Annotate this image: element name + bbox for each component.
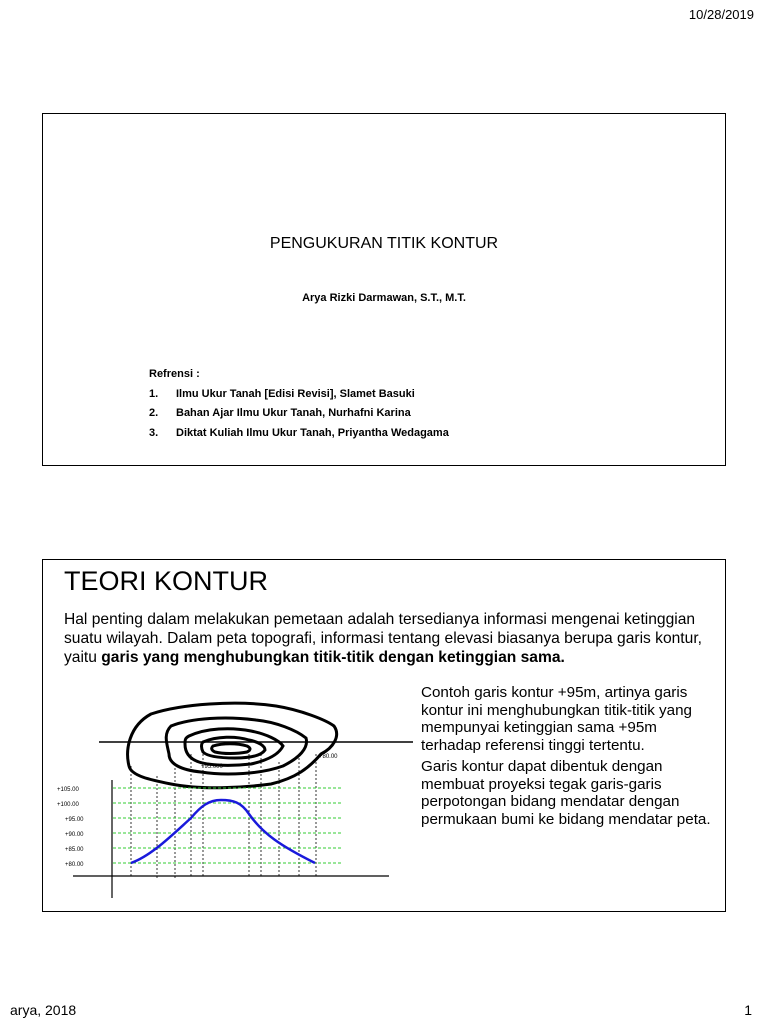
slide-teori-kontur	[42, 559, 726, 912]
level-label: +85.00	[65, 847, 84, 853]
explanation-paragraph-1: Contoh garis kontur +95m, artinya garis kontur ini menghubungkan titik-titik yang mempunyai ketinggian sama +95m terhadap referensi tinggi tertentu.	[421, 684, 692, 754]
plane-label: +80.00	[319, 754, 338, 760]
level-label: +100.00	[57, 802, 79, 808]
level-label: +105.00	[57, 787, 79, 793]
references-label: Refrensi :	[149, 368, 200, 380]
reference-number: 2.	[149, 407, 159, 419]
level-label: +80.00	[65, 862, 84, 868]
slide1-author: Arya Rizki Darmawan, S.T., M.T.	[302, 292, 466, 304]
intro-bold-text: garis yang menghubungkan titik-titik dengan ketinggian sama.	[101, 649, 565, 666]
level-label: +95.00	[65, 817, 84, 823]
references	[149, 365, 449, 443]
contour-diagram	[51, 696, 416, 904]
contour-line-inner	[212, 744, 250, 754]
reference-number: 3.	[149, 426, 159, 439]
terrain-profile-curve	[131, 800, 315, 863]
reference-item	[149, 404, 449, 424]
contour-lines	[128, 703, 337, 788]
reference-number: 1.	[149, 387, 159, 400]
level-label: +90.00	[65, 832, 84, 838]
reference-text: Ilmu Ukur Tanah [Edisi Revisi], Slamet Basuki	[176, 387, 415, 400]
page-date: 10/28/2019	[688, 7, 754, 22]
contour-line-3	[185, 729, 283, 766]
contour-label: +95.000	[201, 764, 223, 770]
intro-text: Hal penting dalam melakukan pemetaan adalah tersedianya informasi mengenai ketinggian suatu wilayah. Dalam peta topografi, informasi tentang elevasi biasanya berupa garis kontur, yaitu	[64, 611, 702, 666]
reference-item	[149, 424, 449, 444]
reference-item	[149, 385, 449, 405]
references-list	[149, 385, 449, 444]
page-number: 1	[744, 1002, 752, 1018]
slide2-intro	[64, 610, 704, 667]
slide-title	[42, 113, 726, 466]
reference-text: Bahan Ajar Ilmu Ukur Tanah, Nurhafni Karina	[176, 407, 411, 419]
explanation-paragraph-2: Garis kontur dapat dibentuk dengan membuat proyeksi tegak garis-garis perpotongan bidang mendatar dengan permukaan bumi ke bidang mendatar peta.	[421, 758, 711, 828]
reference-text: Diktat Kuliah Ilmu Ukur Tanah, Priyantha Wedagama	[176, 426, 449, 439]
slide1-title: PENGUKURAN TITIK KONTUR	[269, 235, 499, 252]
footer-author: arya, 2018	[10, 1002, 77, 1018]
slide2-explanation	[421, 684, 716, 832]
slide2-title: TEORI KONTUR	[64, 566, 269, 596]
